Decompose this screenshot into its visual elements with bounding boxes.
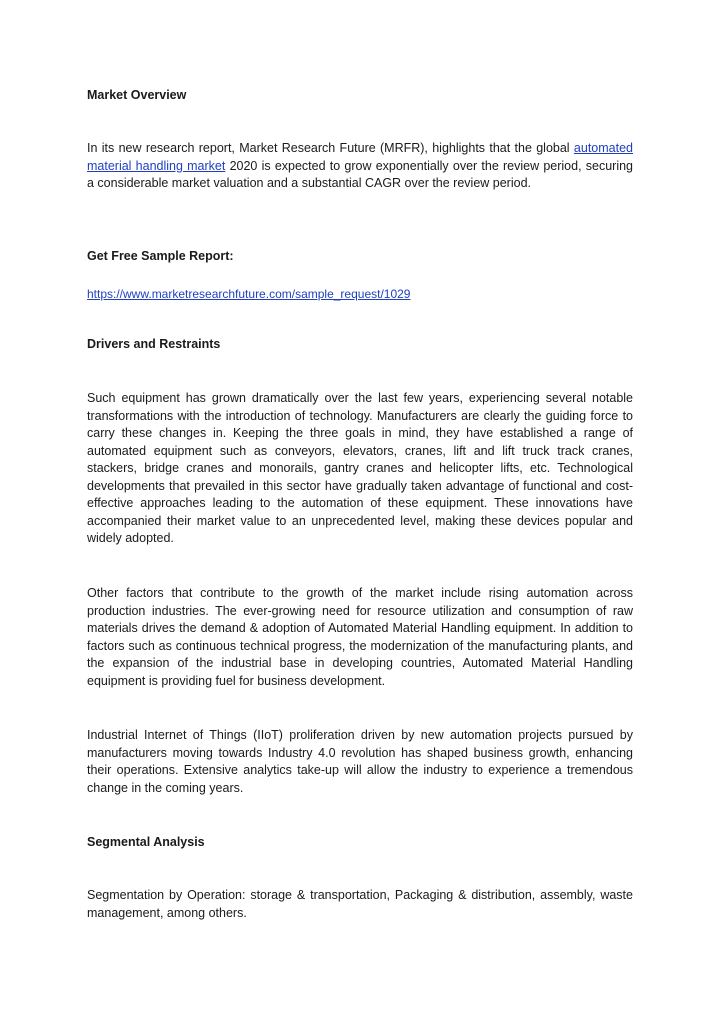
drivers-restraints-heading: Drivers and Restraints — [87, 337, 221, 351]
sample-report-url-link[interactable]: https://www.marketresearchfuture.com/sample_request/1029 — [87, 287, 411, 301]
intro-text-before-link: In its new research report, Market Research Future (MRFR), highlights that the global — [87, 141, 574, 155]
drivers-paragraph-2: Other factors that contribute to the growth of the market include rising automation across production industries. The ever-growing need for resource utilization and consumption of raw materials drives the demand & adoption of Automated Material Handling equipment. In addition to factors such as continuous technical progress, the modernization of the manufacturing plants, and the expansion of the industrial base in developing countries, Automated Material Handling equipment is providing fuel for business development. — [87, 586, 633, 688]
drivers-paragraph-3: Industrial Internet of Things (IIoT) proliferation driven by new automation projects pursued by manufacturers moving towards Industry 4.0 revolution has shaped business growth, enhancing their operations. Extensive analytics take-up will allow the industry to experience a tremendous change in the coming years. — [87, 728, 633, 795]
intro-text-after-link: 2020 is expected to grow exponentially over the review period, securing a considerable market valuation and a substantial CAGR over the review period. — [87, 158, 634, 190]
drivers-paragraph-1: Such equipment has grown dramatically over the last few years, experiencing several notable transformations with the introduction of technology. Manufacturers are clearly the guiding force to carry these changes in. Keeping the three goals in mind, they have established a range of automated equipment such as conveyors, elevators, cranes, lift and lift truck track cranes, stackers, bridge cranes and monorails, gantry cranes and helicopter lifts, etc. Technological developments that prevailed in this sector have gradually taken advantage of functional and cost-effective approaches leading to the automation of these equipment. These innovations have accompanied their market value to an unprecedented level, making these devices popular and widely adopted. — [87, 391, 633, 545]
automated-material-handling-market-link[interactable]: automated material handling market — [87, 141, 633, 173]
segmental-analysis-heading: Segmental Analysis — [87, 835, 205, 849]
segmental-paragraph-1: Segmentation by Operation: storage & transportation, Packaging & distribution, assembly, waste management, among others. — [87, 888, 633, 920]
market-overview-heading: Market Overview — [87, 88, 187, 102]
sample-report-heading: Get Free Sample Report: — [87, 249, 234, 263]
market-overview-paragraph — [87, 140, 633, 193]
